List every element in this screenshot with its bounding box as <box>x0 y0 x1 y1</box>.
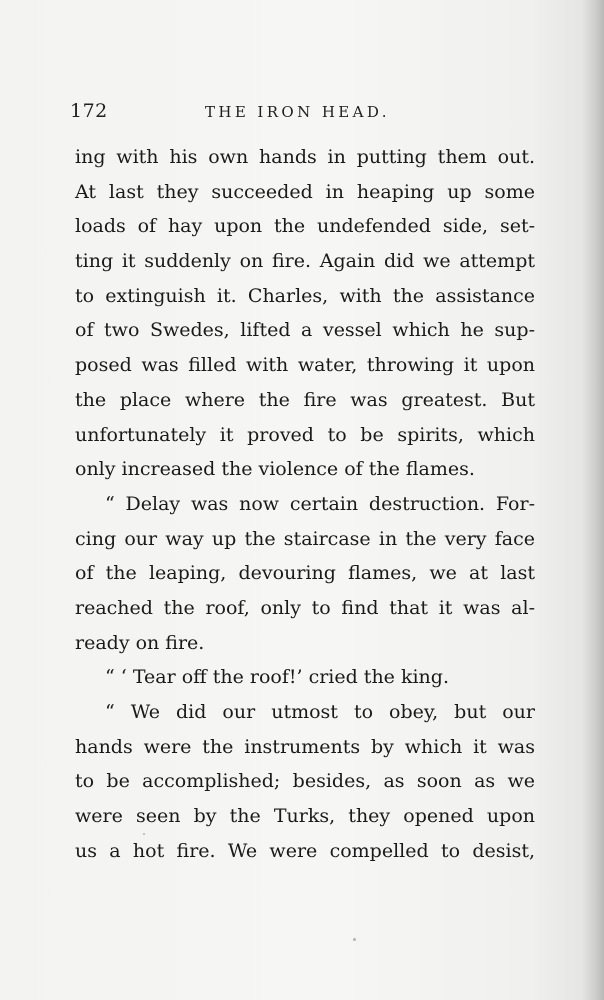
text-line: loads of hay upon the undefended side, set- <box>75 215 535 238</box>
text-line: unfortunately it proved to be spirits, which <box>75 423 535 446</box>
text-line: cing our way up the staircase in the very face <box>75 527 535 550</box>
text-line: ing with his own hands in putting them out. <box>75 146 535 168</box>
text-line: “ ‘ Tear off the roof!’ cried the king. <box>105 666 449 689</box>
text-line: posed was filled with water, throwing it upon <box>75 354 535 377</box>
page-number: 172 <box>70 100 108 122</box>
running-title: THE IRON HEAD. <box>205 103 390 121</box>
paper-speck <box>143 833 145 835</box>
text-line: reached the roof, only to find that it was al- <box>75 596 535 619</box>
page-edge-shadow <box>582 0 604 1000</box>
text-line: to be accomplished; besides, as soon as we <box>75 770 535 793</box>
text-line: hands were the instruments by which it was <box>75 735 535 758</box>
text-line: us a hot fire. We were compelled to desist, <box>75 839 535 862</box>
text-line: of two Swedes, lifted a vessel which he sup- <box>75 319 535 342</box>
text-line: were seen by the Turks, they opened upon <box>75 805 535 828</box>
text-line: only increased the violence of the flames. <box>75 458 475 481</box>
text-line: to extinguish it. Charles, with the assistance <box>75 284 535 307</box>
body-text <box>75 140 535 868</box>
text-line: of the leaping, devouring flames, we at last <box>75 562 535 585</box>
text-line: At last they succeeded in heaping up some <box>75 180 535 203</box>
running-head <box>0 100 604 132</box>
text-line: the place where the fire was greatest. But <box>75 388 535 411</box>
paper-speck <box>353 938 356 941</box>
text-line: ready on fire. <box>75 631 205 654</box>
text-line: ting it suddenly on fire. Again did we attempt <box>75 250 535 273</box>
text-line: “ We did our utmost to obey, but our <box>105 701 535 723</box>
text-line: “ Delay was now certain destruction. For- <box>105 492 535 515</box>
